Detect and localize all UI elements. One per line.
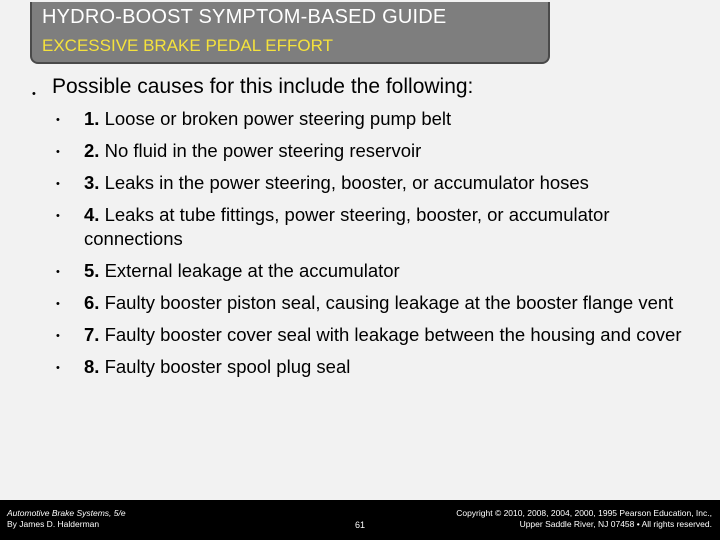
item-number: 4. [84,204,100,225]
item-text: No fluid in the power steering reservoir [104,140,422,161]
list-item [56,355,696,379]
item-text: External leakage at the accumulator [104,260,400,281]
item-text: Leaks in the power steering, booster, or accumulator hoses [104,172,589,193]
item-text: Leaks at tube fittings, power steering, booster, or accumulator connections [84,204,610,249]
bullet-icon: • [56,330,60,342]
copyright-line-1: Copyright © 2010, 2008, 2004, 2000, 1995 Pearson Education, Inc., [456,508,712,518]
causes-list [56,107,696,387]
item-text: Loose or broken power steering pump belt [104,108,452,129]
footer-bar [0,500,720,540]
item-number: 1. [84,108,100,129]
list-item [56,259,696,283]
list-item [56,291,696,315]
intro-text: Possible causes for this include the following: [52,75,474,98]
item-number: 3. [84,172,100,193]
bullet-icon: • [56,298,60,310]
book-title: Automotive Brake Systems, 5/e [7,508,126,518]
item-text: Faulty booster piston seal, causing leakage at the booster flange vent [104,292,674,313]
list-item [56,171,696,195]
footer-book-info [7,508,126,530]
list-item [56,203,696,251]
slide-title: HYDRO-BOOST SYMPTOM-BASED GUIDE [42,6,447,28]
bullet-icon: • [56,146,60,158]
item-number: 2. [84,140,100,161]
bullet-icon: • [56,210,60,222]
copyright [456,508,712,530]
bullet-icon: • [56,114,60,126]
page-number: 61 [355,520,366,530]
item-number: 8. [84,356,100,377]
item-number: 5. [84,260,100,281]
copyright-line-2: Upper Saddle River, NJ 07458 • All rights reserved. [519,519,712,529]
bullet-icon: • [56,362,60,374]
list-item [56,323,696,347]
book-author: By James D. Halderman [7,519,100,529]
bullet-icon: • [32,88,36,100]
slide-subtitle: EXCESSIVE BRAKE PEDAL EFFORT [42,36,333,55]
bullet-icon: • [56,266,60,278]
item-text: Faulty booster cover seal with leakage between the housing and cover [104,324,682,345]
item-number: 6. [84,292,100,313]
item-number: 7. [84,324,100,345]
list-item [56,139,696,163]
item-text: Faulty booster spool plug seal [104,356,351,377]
bullet-icon: • [56,178,60,190]
list-item [56,107,696,131]
